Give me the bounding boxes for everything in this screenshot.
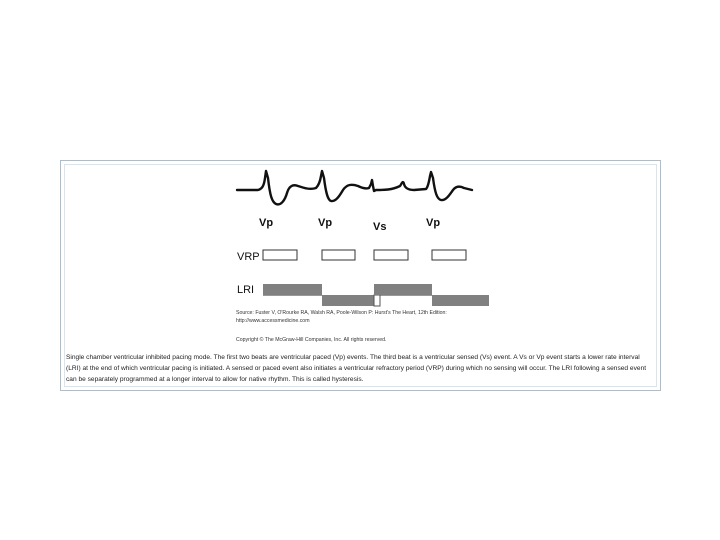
source-citation: Source: Fuster V, O'Rourke RA, Walsh RA, Poole-Wilson P: Hurst's The Heart, 12th Edition: http://www.accessmedicine.com <box>236 310 447 324</box>
lri-interval-4 <box>432 295 489 306</box>
lri-row-label: LRI <box>237 284 255 296</box>
vrp-interval-3 <box>374 250 408 260</box>
lri-interval-2-extension <box>374 295 380 306</box>
lri-interval-1 <box>263 284 322 295</box>
pulse-label-4: Vp <box>426 217 441 229</box>
vrp-interval-2 <box>322 250 355 260</box>
lri-interval-3 <box>374 284 432 295</box>
copyright-notice: Copyright © The McGraw-Hill Companies, Inc. All rights reserved. <box>236 337 387 343</box>
pulse-label-1: Vp <box>259 217 274 229</box>
pulse-label-2: Vp <box>318 217 333 229</box>
vrp-row-label: VRP <box>237 251 260 263</box>
pulse-label-3: Vs <box>373 221 387 233</box>
vrp-interval-1 <box>263 250 297 260</box>
figure-caption: Single chamber ventricular inhibited pacing mode. The first two beats are ventricular paced (Vp) events. The third beat is a ventricular sensed (Vs) event. A Vs or Vp event starts a lower rate interval (LRI) at the end of which ventricular pacing is initiated. A sensed or paced event also initiates a ventricular refractory period (VRP) during which no sensing will occur. The LRI following a sensed event can be separately programmed at a longer interval to allow for native rhythm. This is called hysteresis. <box>66 354 647 383</box>
ecg-trace <box>237 171 472 204</box>
lri-interval-2 <box>322 295 374 306</box>
vrp-interval-4 <box>432 250 466 260</box>
